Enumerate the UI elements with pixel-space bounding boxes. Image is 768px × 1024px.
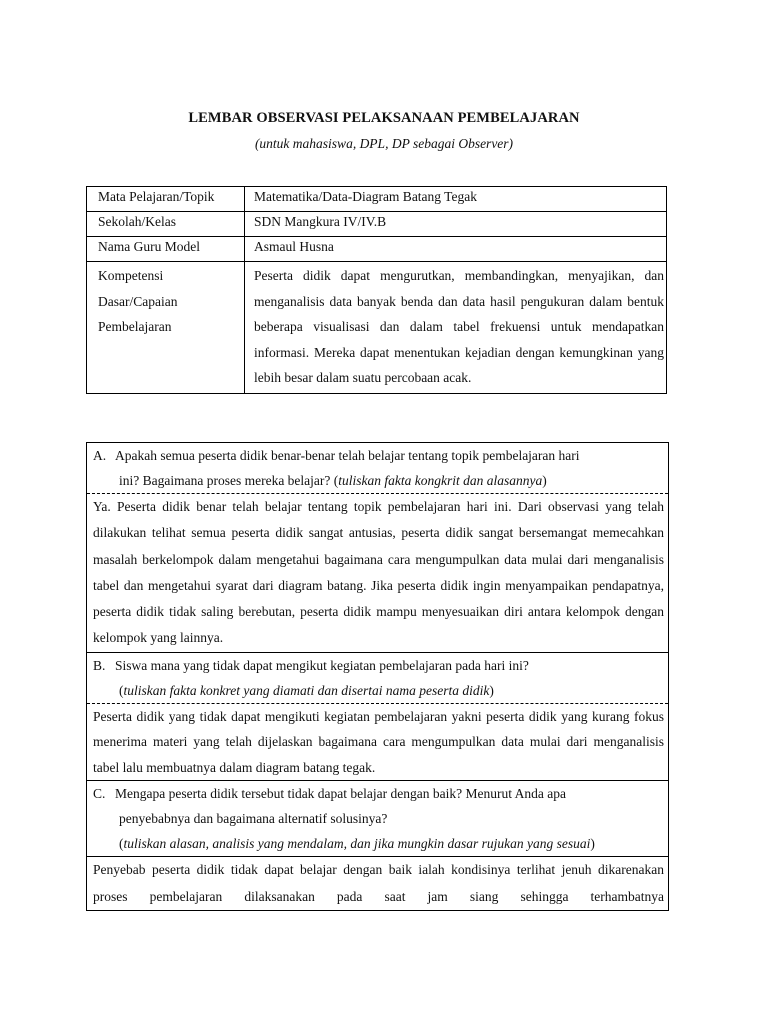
- question-number: B.: [93, 657, 106, 673]
- info-row-guru: [87, 237, 667, 262]
- question-b: [87, 653, 668, 703]
- question-text: Apakah semua peserta didik benar-benar telah belajar tentang topik pembelajaran hari: [115, 448, 580, 463]
- info-row-sekolah: [87, 212, 667, 237]
- question-text: Siswa mana yang tidak dapat mengikut kegiatan pembelajaran pada hari ini?: [115, 657, 529, 673]
- info-label: Mata Pelajaran/Topik: [87, 187, 245, 212]
- question-text: (: [119, 682, 124, 698]
- question-hint: tuliskan fakta kongkrit dan alasannya: [338, 473, 543, 488]
- info-label: Nama Guru Model: [87, 237, 245, 262]
- question-number: C.: [93, 786, 106, 802]
- question-text: ini? Bagaimana proses mereka belajar? (: [119, 473, 339, 488]
- question-number: A.: [93, 448, 107, 463]
- info-row-kompetensi: [87, 262, 667, 394]
- info-value: Matematika/Data-Diagram Batang Tegak: [245, 187, 667, 212]
- question-c: [87, 781, 668, 856]
- page-subtitle: (untuk mahasiswa, DPL, DP sebagai Observer): [254, 136, 514, 151]
- question-a: [87, 443, 668, 493]
- answer-b: Peserta didik yang tidak dapat mengikuti kegiatan pembelajaran yakni peserta didik yang kurang fokus menerima materi yang telah dijelaskan bagaimana cara mengumpulkan data mulai dari menganalisis tabel lalu membuatnya dalam diagram batang tegak.: [87, 703, 668, 782]
- info-label-kompetensi: [87, 262, 245, 394]
- answer-c: Penyebab peserta didik tidak dapat belajar dengan baik ialah kondisinya terlihat jenuh dikarenakan proses pembelajaran dilaksanakan pada saat jam siang sehingga terhambatnya: [87, 856, 668, 911]
- info-value: SDN Mangkura IV/IV.B: [245, 212, 667, 237]
- kompetensi-label-line: Pembelajaran: [98, 319, 172, 335]
- question-text: (: [119, 836, 124, 852]
- question-text: ): [542, 473, 547, 488]
- question-text: ): [590, 836, 595, 852]
- question-text: Mengapa peserta didik tersebut tidak dapat belajar dengan baik? Menurut Anda apa: [115, 786, 566, 802]
- answer-a: Ya. Peserta didik benar telah belajar tentang topik pembelajaran hari ini. Dari observasi yang telah dilakukan telihat semua peserta didik sangat antusias, peserta didik sangat bersemangat memecahkan masalah berkelompok dalam mengetahui bagaimana cara mengumpulkan data mulai dari menganalisis tabel dan mengetahui syarat dari diagram batang. Jika peserta didik ingin menyampaikan pendapatnya, peserta didik tidak saling berebutan, peserta didik mampu menyesuaikan diri antara kelompok dengan kelompok yang lainnya.: [87, 493, 668, 653]
- question-hint: tuliskan alasan, analisis yang mendalam, dan jika mungkin dasar rujukan yang sesuai: [123, 836, 591, 852]
- info-label: Sekolah/Kelas: [87, 212, 245, 237]
- kompetensi-label-line: Kompetensi: [98, 268, 164, 283]
- question-hint: tuliskan fakta konkret yang diamati dan disertai nama peserta didik: [123, 682, 490, 698]
- info-table: [86, 186, 667, 394]
- info-value-kompetensi: Peserta didik dapat mengurutkan, membandingkan, menyajikan, dan menganalisis data banyak benda dan data hasil pengukuran dalam bentuk beberapa visualisasi dan dalam tabel frekuensi untuk mendapatkan informasi. Mereka dapat menentukan kejadian dengan kemungkinan yang lebih besar dalam suatu percobaan acak.: [245, 262, 667, 394]
- info-value: Asmaul Husna: [245, 237, 667, 262]
- question-text: penyebabnya dan bagaimana alternatif solusinya?: [119, 811, 388, 827]
- observation-box: [86, 442, 669, 911]
- kompetensi-label-line: Dasar/Capaian: [98, 293, 178, 309]
- question-text: ): [489, 682, 494, 698]
- info-row-mapel: [87, 187, 667, 212]
- page-title: LEMBAR OBSERVASI PELAKSANAAN PEMBELAJARAN: [188, 110, 580, 126]
